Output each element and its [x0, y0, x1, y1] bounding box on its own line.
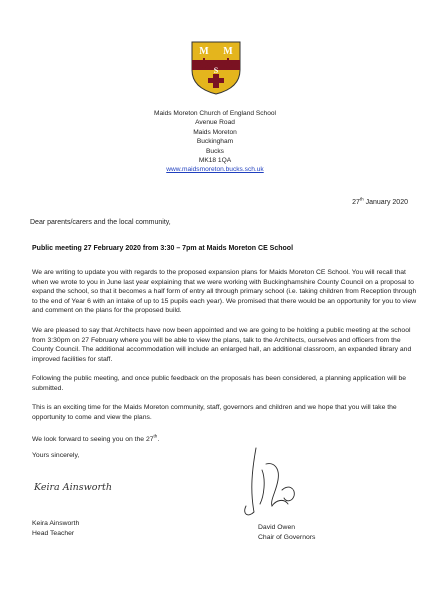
svg-text:Keira Ainsworth: Keira Ainsworth: [34, 482, 112, 493]
signoff: Yours sincerely,: [32, 452, 80, 459]
signer-name: David Owen: [258, 524, 296, 531]
signer-chair-of-governors: [258, 523, 315, 542]
address-line-3: Buckingham: [196, 138, 234, 146]
address-postcode: MK18 1QA: [198, 157, 232, 165]
closing-line: We look forward to seeing you on the 27th.: [32, 433, 160, 443]
signer-title: Head Teacher: [32, 529, 75, 537]
paragraph-3: Following the public meeting, and once public feedback on the proposals has been considered, a planning application will be submitted.: [32, 375, 407, 392]
school-name: Maids Moreton Church of England School: [153, 110, 277, 117]
signature-david-owen: [232, 440, 312, 530]
address-line-1: Avenue Road: [195, 119, 235, 127]
letter-heading: Public meeting 27 February 2020 from 3:30 – 7pm at Maids Moreton CE School: [32, 245, 294, 252]
school-address-block: [0, 109, 430, 175]
signer-name: Keira Ainsworth: [32, 520, 80, 527]
crest-letter-1: M: [199, 46, 209, 57]
signer-head-teacher: [32, 519, 79, 538]
letter-date: 27th January 2020: [352, 196, 408, 206]
address-line-4: Bucks: [206, 147, 224, 155]
crest-letter-2: M: [223, 46, 233, 57]
signature-keira-ainsworth: [32, 470, 132, 500]
salutation: Dear parents/carers and the local community,: [30, 219, 171, 226]
paragraph-2: We are pleased to say that Architects have now been appointed and we are going to be holding a public meeting at the school from 3:30pm on 27 February where you will be able to view the plans, talk to the Architects, ourselves and officers from the County Council. The additional accommodation will include an enlarged hall, an additional classroom, an expanded library and improved facilities for staff.: [32, 327, 412, 363]
paragraph-1: We are writing to update you with regards to the proposed expansion plans for Maids Moreton CE School. You will recall that when we wrote to you in June last year explaining that we were working with Buckinghamshire County Council on a proposal to expand the school, so that it becomes a half form of entry all through primary school (i.e. taking children from Reception through to the end of Year 6 with an intake of up to 15 pupils each year). We promised that there would be an opportunity for you to view and comment on the plans for the proposed build.: [32, 269, 417, 314]
school-website-link[interactable]: www.maidsmoreton.bucks.sch.uk: [166, 166, 264, 174]
paragraph-4: This is an exciting time for the Maids Moreton community, staff, governors and children and we hope that you will take the opportunity to come and view the plans.: [32, 404, 397, 421]
address-line-2: Maids Moreton: [193, 128, 237, 136]
school-crest-logo: [190, 40, 242, 96]
crest-letter-3: S: [213, 66, 219, 75]
signer-title: Chair of Governors: [258, 533, 316, 541]
